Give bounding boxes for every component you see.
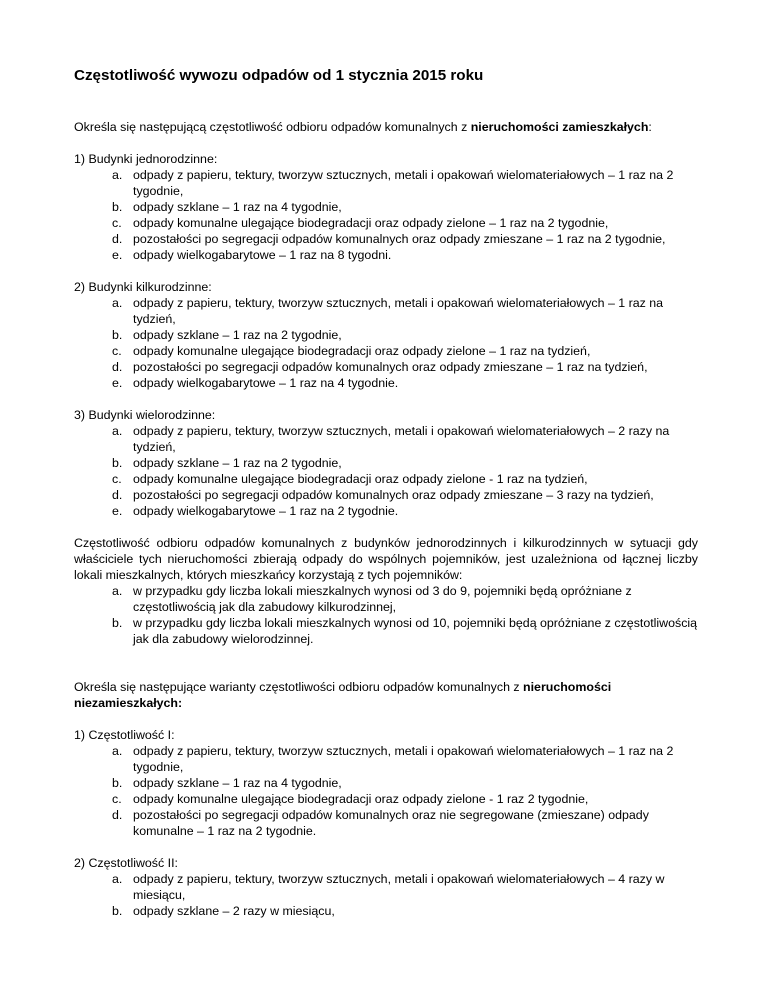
list-item-text: pozostałości po segregacji odpadów komunalnych oraz odpady zmieszane – 3 razy na tydzień, (133, 488, 654, 502)
list-marker: a. (112, 296, 123, 310)
frequency-list (74, 743, 698, 839)
category-group (74, 151, 698, 263)
list-item-text: odpady szklane – 1 raz na 4 tygodnie, (133, 200, 342, 214)
list-marker: a. (112, 424, 123, 438)
list-item (112, 615, 698, 647)
list-item-text: pozostałości po segregacji odpadów komunalnych oraz nie segregowane (zmieszane) odpady komunalne – 1 raz na 2 tygodnie. (133, 808, 649, 838)
list-item (112, 871, 698, 903)
list-marker: d. (112, 808, 123, 822)
list-item (112, 167, 698, 199)
list-marker: d. (112, 360, 123, 374)
list-item (112, 807, 698, 839)
list-item (112, 295, 698, 327)
category-group (74, 855, 698, 919)
list-marker: c. (112, 216, 122, 230)
category-heading: 3) Budynki wielorodzinne: (74, 408, 216, 422)
document-body (74, 119, 698, 935)
intro-text: Określa się następującą częstotliwość odbioru odpadów komunalnych z (74, 120, 471, 134)
list-marker: c. (112, 344, 122, 358)
residential-section (74, 151, 698, 519)
list-item-text: w przypadku gdy liczba lokali mieszkalnych wynosi od 10, pojemniki będą opróżniane z częstotliwością jak dla zabudowy wielorodzinnej. (133, 616, 698, 646)
list-item-text: odpady komunalne ulegające biodegradacji oraz odpady zielone - 1 raz 2 tygodnie, (133, 792, 589, 806)
list-item (112, 359, 698, 375)
shared-containers-paragraph: Częstotliwość odbioru odpadów komunalnych z budynków jednorodzinnych i kilkurodzinnych w sytuacji gdy właściciele tych nieruchomości zbierają odpady do wspólnych pojemników, jest uzależniona od łącznej liczby lokali mieszkalnych, których mieszkańcy korzystają z tych pojemników: (74, 536, 698, 582)
list-item (112, 775, 698, 791)
category-group (74, 279, 698, 391)
list-item-text: odpady z papieru, tektury, tworzyw sztucznych, metali i opakowań wielomateriałowych – 1 raz na 2 tygodnie, (133, 168, 674, 198)
nonresidential-intro (74, 679, 698, 711)
intro-bold-text: nieruchomości niezamieszkałych: (74, 680, 612, 710)
list-marker: a. (112, 872, 123, 886)
list-marker: e. (112, 376, 123, 390)
list-marker: e. (112, 504, 123, 518)
list-item-text: odpady szklane – 1 raz na 4 tygodnie, (133, 776, 342, 790)
list-item-text: odpady wielkogabarytowe – 1 raz na 4 tygodnie. (133, 376, 399, 390)
category-group (74, 407, 698, 519)
list-marker: b. (112, 200, 123, 214)
list-marker: b. (112, 456, 123, 470)
list-item-text: odpady komunalne ulegające biodegradacji oraz odpady zielone – 1 raz na 2 tygodnie, (133, 216, 609, 230)
list-item-text: odpady wielkogabarytowe – 1 raz na 8 tygodni. (133, 248, 392, 262)
category-heading: 2) Częstotliwość II: (74, 856, 178, 870)
list-marker: c. (112, 792, 122, 806)
list-marker: b. (112, 328, 123, 342)
list-item (112, 215, 698, 231)
list-item (112, 487, 698, 503)
list-marker: a. (112, 744, 123, 758)
list-marker: a. (112, 584, 123, 598)
list-item (112, 503, 698, 519)
list-item (112, 247, 698, 263)
list-item (112, 199, 698, 215)
list-item-text: odpady z papieru, tektury, tworzyw sztucznych, metali i opakowań wielomateriałowych – 4 razy w miesiącu, (133, 872, 665, 902)
list-item-text: odpady komunalne ulegające biodegradacji oraz odpady zielone – 1 raz na tydzień, (133, 344, 591, 358)
list-item (112, 583, 698, 615)
category-heading: 2) Budynki kilkurodzinne: (74, 280, 212, 294)
frequency-list (74, 423, 698, 519)
intro-text-end: : (648, 120, 652, 134)
list-item-text: odpady z papieru, tektury, tworzyw sztucznych, metali i opakowań wielomateriałowych – 2 razy na tydzień, (133, 424, 670, 454)
list-marker: d. (112, 232, 123, 246)
list-item (112, 743, 698, 775)
category-heading: 1) Budynki jednorodzinne: (74, 152, 218, 166)
intro-text: Określa się następujące warianty częstotliwości odbioru odpadów komunalnych z (74, 680, 524, 694)
list-item (112, 455, 698, 471)
nonresidential-section (74, 727, 698, 919)
list-item-text: odpady szklane – 1 raz na 2 tygodnie, (133, 456, 342, 470)
document-title: Częstotliwość wywozu odpadów od 1 stycznia 2015 roku (74, 67, 484, 84)
list-item (112, 423, 698, 455)
list-item (112, 375, 698, 391)
list-item-text: odpady szklane – 2 razy w miesiącu, (133, 904, 335, 918)
category-heading: 1) Częstotliwość I: (74, 728, 175, 742)
list-item-text: pozostałości po segregacji odpadów komunalnych oraz odpady zmieszane – 1 raz na 2 tygodnie, (133, 232, 666, 246)
list-item-text: pozostałości po segregacji odpadów komunalnych oraz odpady zmieszane – 1 raz na tydzień, (133, 360, 648, 374)
shared-containers-list (74, 583, 698, 647)
list-marker: d. (112, 488, 123, 502)
list-item-text: w przypadku gdy liczba lokali mieszkalnych wynosi od 3 do 9, pojemniki będą opróżniane z częstotliwością jak dla zabudowy kilkurodzinnej, (133, 584, 632, 614)
list-item (112, 903, 698, 919)
residential-intro (74, 119, 698, 135)
frequency-list (74, 295, 698, 391)
frequency-list (74, 871, 698, 919)
list-item (112, 343, 698, 359)
list-item-text: odpady szklane – 1 raz na 2 tygodnie, (133, 328, 342, 342)
list-item (112, 327, 698, 343)
list-item-text: odpady z papieru, tektury, tworzyw sztucznych, metali i opakowań wielomateriałowych – 1 raz na 2 tygodnie, (133, 744, 674, 774)
intro-bold-text: nieruchomości zamieszkałych (470, 120, 649, 134)
category-group (74, 727, 698, 839)
frequency-list (74, 167, 698, 263)
list-item (112, 471, 698, 487)
list-marker: b. (112, 616, 123, 630)
list-marker: b. (112, 776, 123, 790)
list-item-text: odpady komunalne ulegające biodegradacji oraz odpady zielone - 1 raz na tydzień, (133, 472, 588, 486)
list-item-text: odpady wielkogabarytowe – 1 raz na 2 tygodnie. (133, 504, 399, 518)
list-marker: c. (112, 472, 122, 486)
list-item (112, 231, 698, 247)
list-marker: b. (112, 904, 123, 918)
list-marker: a. (112, 168, 123, 182)
list-item (112, 791, 698, 807)
list-marker: e. (112, 248, 123, 262)
list-item-text: odpady z papieru, tektury, tworzyw sztucznych, metali i opakowań wielomateriałowych – 1 raz na tydzień, (133, 296, 664, 326)
